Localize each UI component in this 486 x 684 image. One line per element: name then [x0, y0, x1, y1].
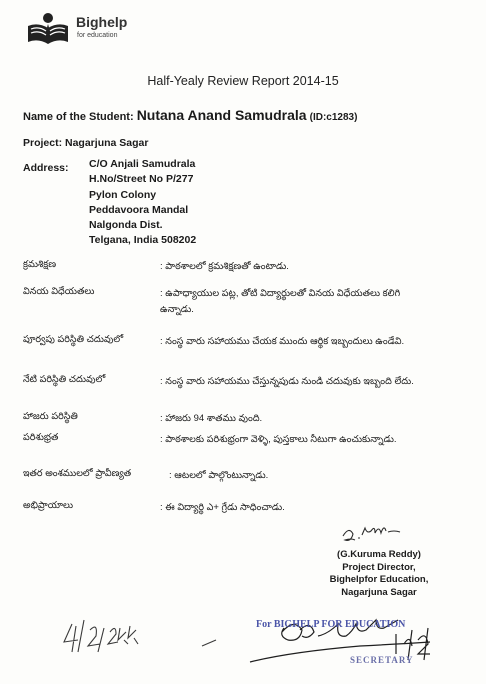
director-signature — [343, 528, 400, 540]
address-line: C/O Anjali Samudrala — [89, 158, 196, 170]
review-value: : పాఠశాలలో క్రమశిక్షణతో ఉంటాడు. — [160, 261, 289, 272]
address-line: Pylon Colony — [89, 188, 157, 201]
review-label: పూర్వపు పరిస్థితి చదువులో — [23, 334, 124, 345]
review-value: : హాజరు 94 శాతము వుంది. — [160, 413, 263, 424]
signatory-place: Nagarjuna Sagar — [341, 586, 417, 598]
review-value: : ఈ విద్యార్థి ఎ+ గ్రేడు సాధించాడు. — [160, 502, 285, 513]
review-label: అభిప్రాయాలు — [23, 500, 74, 511]
review-value: : పాఠశాలకు పరిశుభ్రంగా వెళ్ళి, పుస్తకాలు నీటుగా ఉంచుకున్నాడు. — [160, 434, 397, 445]
stamp-line-1: For BIGHELP FOR EDUCATION — [256, 619, 406, 630]
address-label: Address: — [23, 162, 69, 174]
signatory-name: (G.Kuruma Reddy) — [337, 549, 421, 560]
stamp-line-2: SECRETARY — [350, 655, 414, 665]
address-line: Peddavoora Mandal — [89, 203, 189, 216]
address-line: Nalgonda Dist. — [89, 219, 163, 232]
address-line: Telgana, India 508202 — [89, 234, 197, 247]
review-label: క్రమశిక్షణ — [23, 259, 57, 270]
signatory-title: Project Director, — [342, 561, 416, 573]
report-title: Half-Yealy Review Report 2014-15 — [147, 74, 339, 88]
handwritten-date-left — [64, 620, 216, 652]
project-line: Project: Nagarjuna Sagar — [23, 137, 149, 149]
review-value: : ఆటలలో పాల్గొంటున్నాడు. — [169, 470, 269, 481]
signatory-org: Bighelpfor Education, — [329, 574, 429, 586]
review-label: హాజరు పరిస్థితి — [23, 411, 78, 422]
review-label: ఇతర అంశములలో ప్రావీణ్యత — [23, 468, 132, 479]
signatory-block — [314, 549, 444, 599]
student-label: Name of the Student: — [23, 111, 134, 123]
address-line: H.No/Street No P/277 — [89, 173, 194, 186]
student-name: Nutana Anand Samudrala — [136, 107, 307, 123]
review-value: : ఉపాధ్యాయుల పట్ల, తోటి విద్యార్థులతో వినయ విధేయతలు కలిగి ఉన్నాడు. — [160, 288, 401, 315]
review-label: పరిశుభ్రత — [23, 432, 59, 443]
student-id: (ID:c1283) — [309, 112, 358, 123]
review-label: వినయ విధేయతలు — [23, 286, 95, 297]
review-value: : నంస్థ వారు సహాయము చేస్తున్నపుడు నుండి చదువుకు ఇబ్బంది లేదు. — [160, 376, 414, 387]
logo-tagline: for education — [77, 32, 118, 39]
logo-brand-name: Bighelp — [76, 14, 128, 30]
review-label: నేటి పరిస్థితి చదువులో — [23, 374, 106, 385]
review-value: : నంస్థ వారు సహాయము చేయక ముందు ఆర్థిక ఇబ్బందులు ఉండేవి. — [160, 336, 405, 347]
